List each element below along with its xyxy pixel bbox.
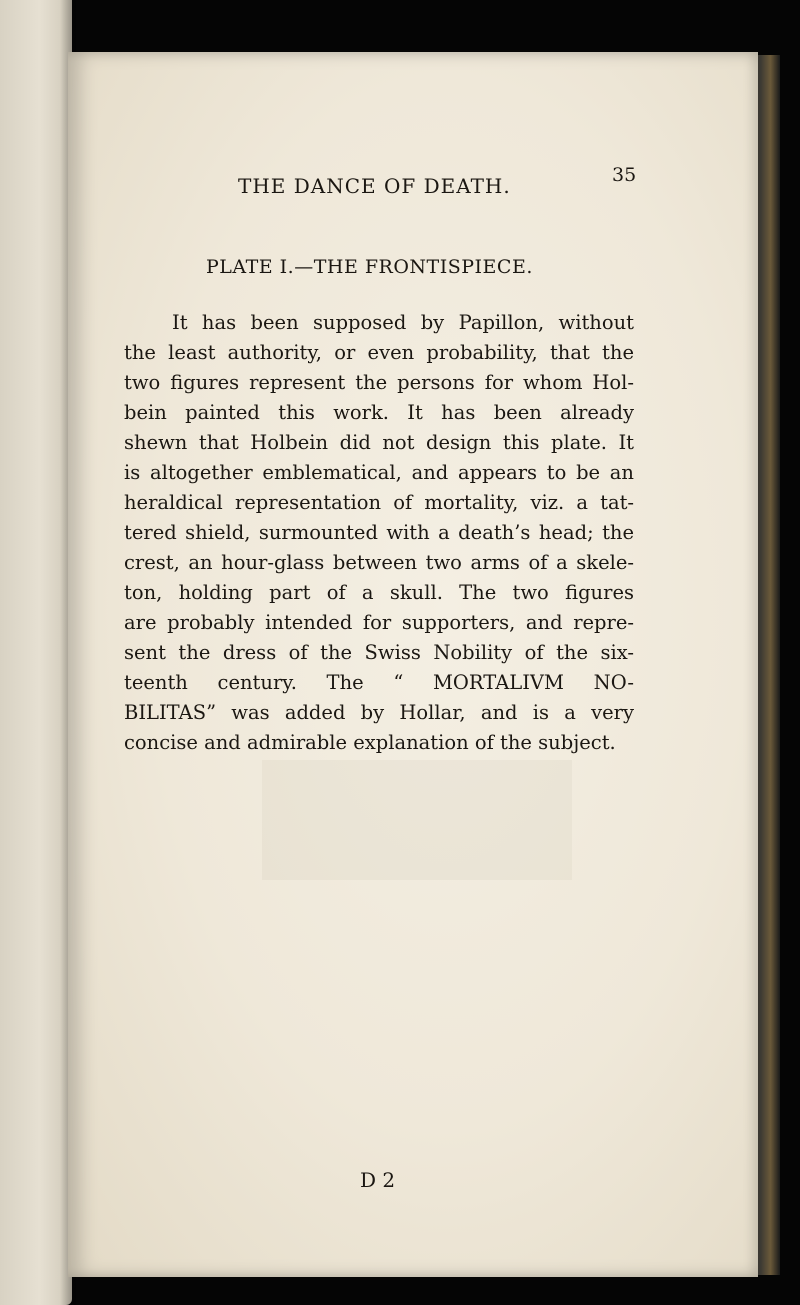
body-line: the least authority, or even probability, that the bbox=[124, 341, 634, 364]
body-paragraph bbox=[124, 308, 634, 758]
body-line: BILITAS” was added by Hollar, and is a very bbox=[124, 701, 634, 724]
page-number: 35 bbox=[612, 164, 637, 186]
body-line: is altogether emblematical, and appears to be an bbox=[124, 461, 634, 484]
body-line: tered shield, surmounted with a death’s head; the bbox=[124, 521, 634, 544]
body-line: are probably intended for supporters, and repre- bbox=[124, 611, 634, 634]
body-line: concise and admirable explanation of the subject. bbox=[124, 731, 616, 754]
body-line: heraldical representation of mortality, viz. a tat- bbox=[124, 491, 634, 514]
plate-title: PLATE I.—THE FRONTISPIECE. bbox=[206, 256, 533, 278]
signature-mark: D 2 bbox=[360, 1168, 396, 1192]
body-line: bein painted this work. It has been already bbox=[124, 401, 634, 424]
body-line: crest, an hour-glass between two arms of a skele- bbox=[124, 551, 634, 574]
body-line: teenth century. The “ MORTALIVM NO- bbox=[124, 671, 634, 694]
plate-show-through bbox=[262, 760, 572, 880]
body-line: two figures represent the persons for whom Hol- bbox=[124, 371, 634, 394]
body-line: sent the dress of the Swiss Nobility of the six- bbox=[124, 641, 634, 664]
body-line: shewn that Holbein did not design this plate. It bbox=[124, 431, 634, 454]
body-line: ton, holding part of a skull. The two figures bbox=[124, 581, 634, 604]
running-head: THE DANCE OF DEATH. bbox=[238, 174, 511, 198]
body-line: It has been supposed by Papillon, without bbox=[172, 311, 634, 334]
